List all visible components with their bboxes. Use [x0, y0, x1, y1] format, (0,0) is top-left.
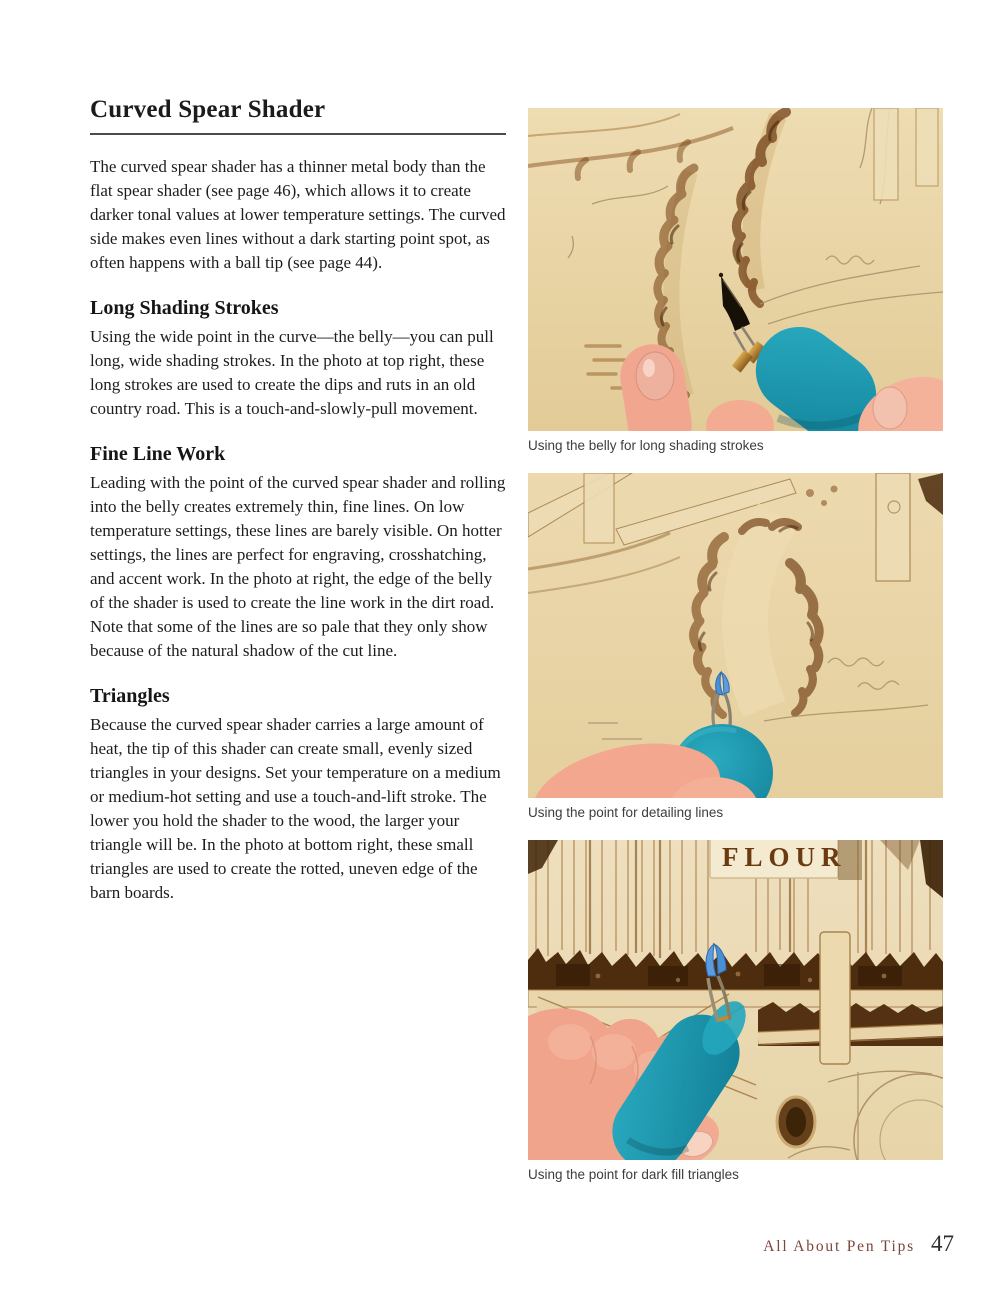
intro-paragraph: The curved spear shader has a thinner metal body than the flat spear shader (see page 46), which allows it to create darker tonal values at lower temperature settings. The curved side makes even lines without a dark starting point spot, as often happens with a ball tip (see page 44). — [90, 157, 506, 272]
photo-detailing-lines-image — [528, 473, 943, 798]
photo-dark-fill-triangles-image — [528, 840, 943, 1160]
footer-page-number: 47 — [931, 1231, 954, 1256]
section-heading-long-shading-strokes: Long Shading Strokes — [90, 297, 279, 319]
photo-long-shading-strokes-image — [528, 108, 943, 431]
photo-caption-2: Using the point for detailing lines — [528, 805, 724, 820]
flour-sign — [710, 840, 862, 880]
photo-long-shading-strokes — [528, 108, 943, 454]
photo-caption-3: Using the point for dark fill triangles — [528, 1167, 739, 1182]
photo-caption-1: Using the belly for long shading strokes — [528, 438, 764, 453]
photo-column — [528, 108, 943, 1202]
section-body-long-shading-strokes: Using the wide point in the curve—the belly—you can pull long, wide shading strokes. In the photo at top right, these long strokes are used to create the dips and ruts in an old country road. This is a touch-and-slowly-pull movement. — [90, 327, 494, 418]
title-block — [90, 96, 506, 135]
knothole — [777, 1097, 815, 1147]
footer-section-title: All About Pen Tips — [763, 1238, 915, 1255]
photo-detailing-lines — [528, 473, 943, 821]
section-heading-fine-line-work: Fine Line Work — [90, 443, 226, 465]
flour-sign-text: FLOUR — [722, 842, 847, 872]
photo-dark-fill-triangles — [528, 840, 943, 1183]
section-body-fine-line-work: Leading with the point of the curved spear shader and rolling into the belly creates extremely thin, fine lines. On low temperature settings, these lines are barely visible. On hotter settings, the lines are perfect for engraving, crosshatching, and accent work. In the photo at right, the edge of the belly of the shader is used to create the line work in the dirt road. Note that some of the lines are so pale that they only show because of the natural shadow of the cut line. — [90, 473, 506, 660]
page-footer — [763, 1231, 954, 1257]
text-column — [90, 96, 506, 905]
section-heading-triangles: Triangles — [90, 685, 170, 707]
page-title: Curved Spear Shader — [90, 96, 326, 123]
section-body-triangles: Because the curved spear shader carries a large amount of heat, the tip of this shader can create small, evenly sized triangles in your designs. Set your temperature on a medium or medium-hot setting and use a touch-and-lift stroke. The lower you hold the shader to the wood, the larger your triangle will be. In the photo at bottom right, these small triangles are used to create the rotted, uneven edge of the barn boards. — [90, 715, 501, 902]
